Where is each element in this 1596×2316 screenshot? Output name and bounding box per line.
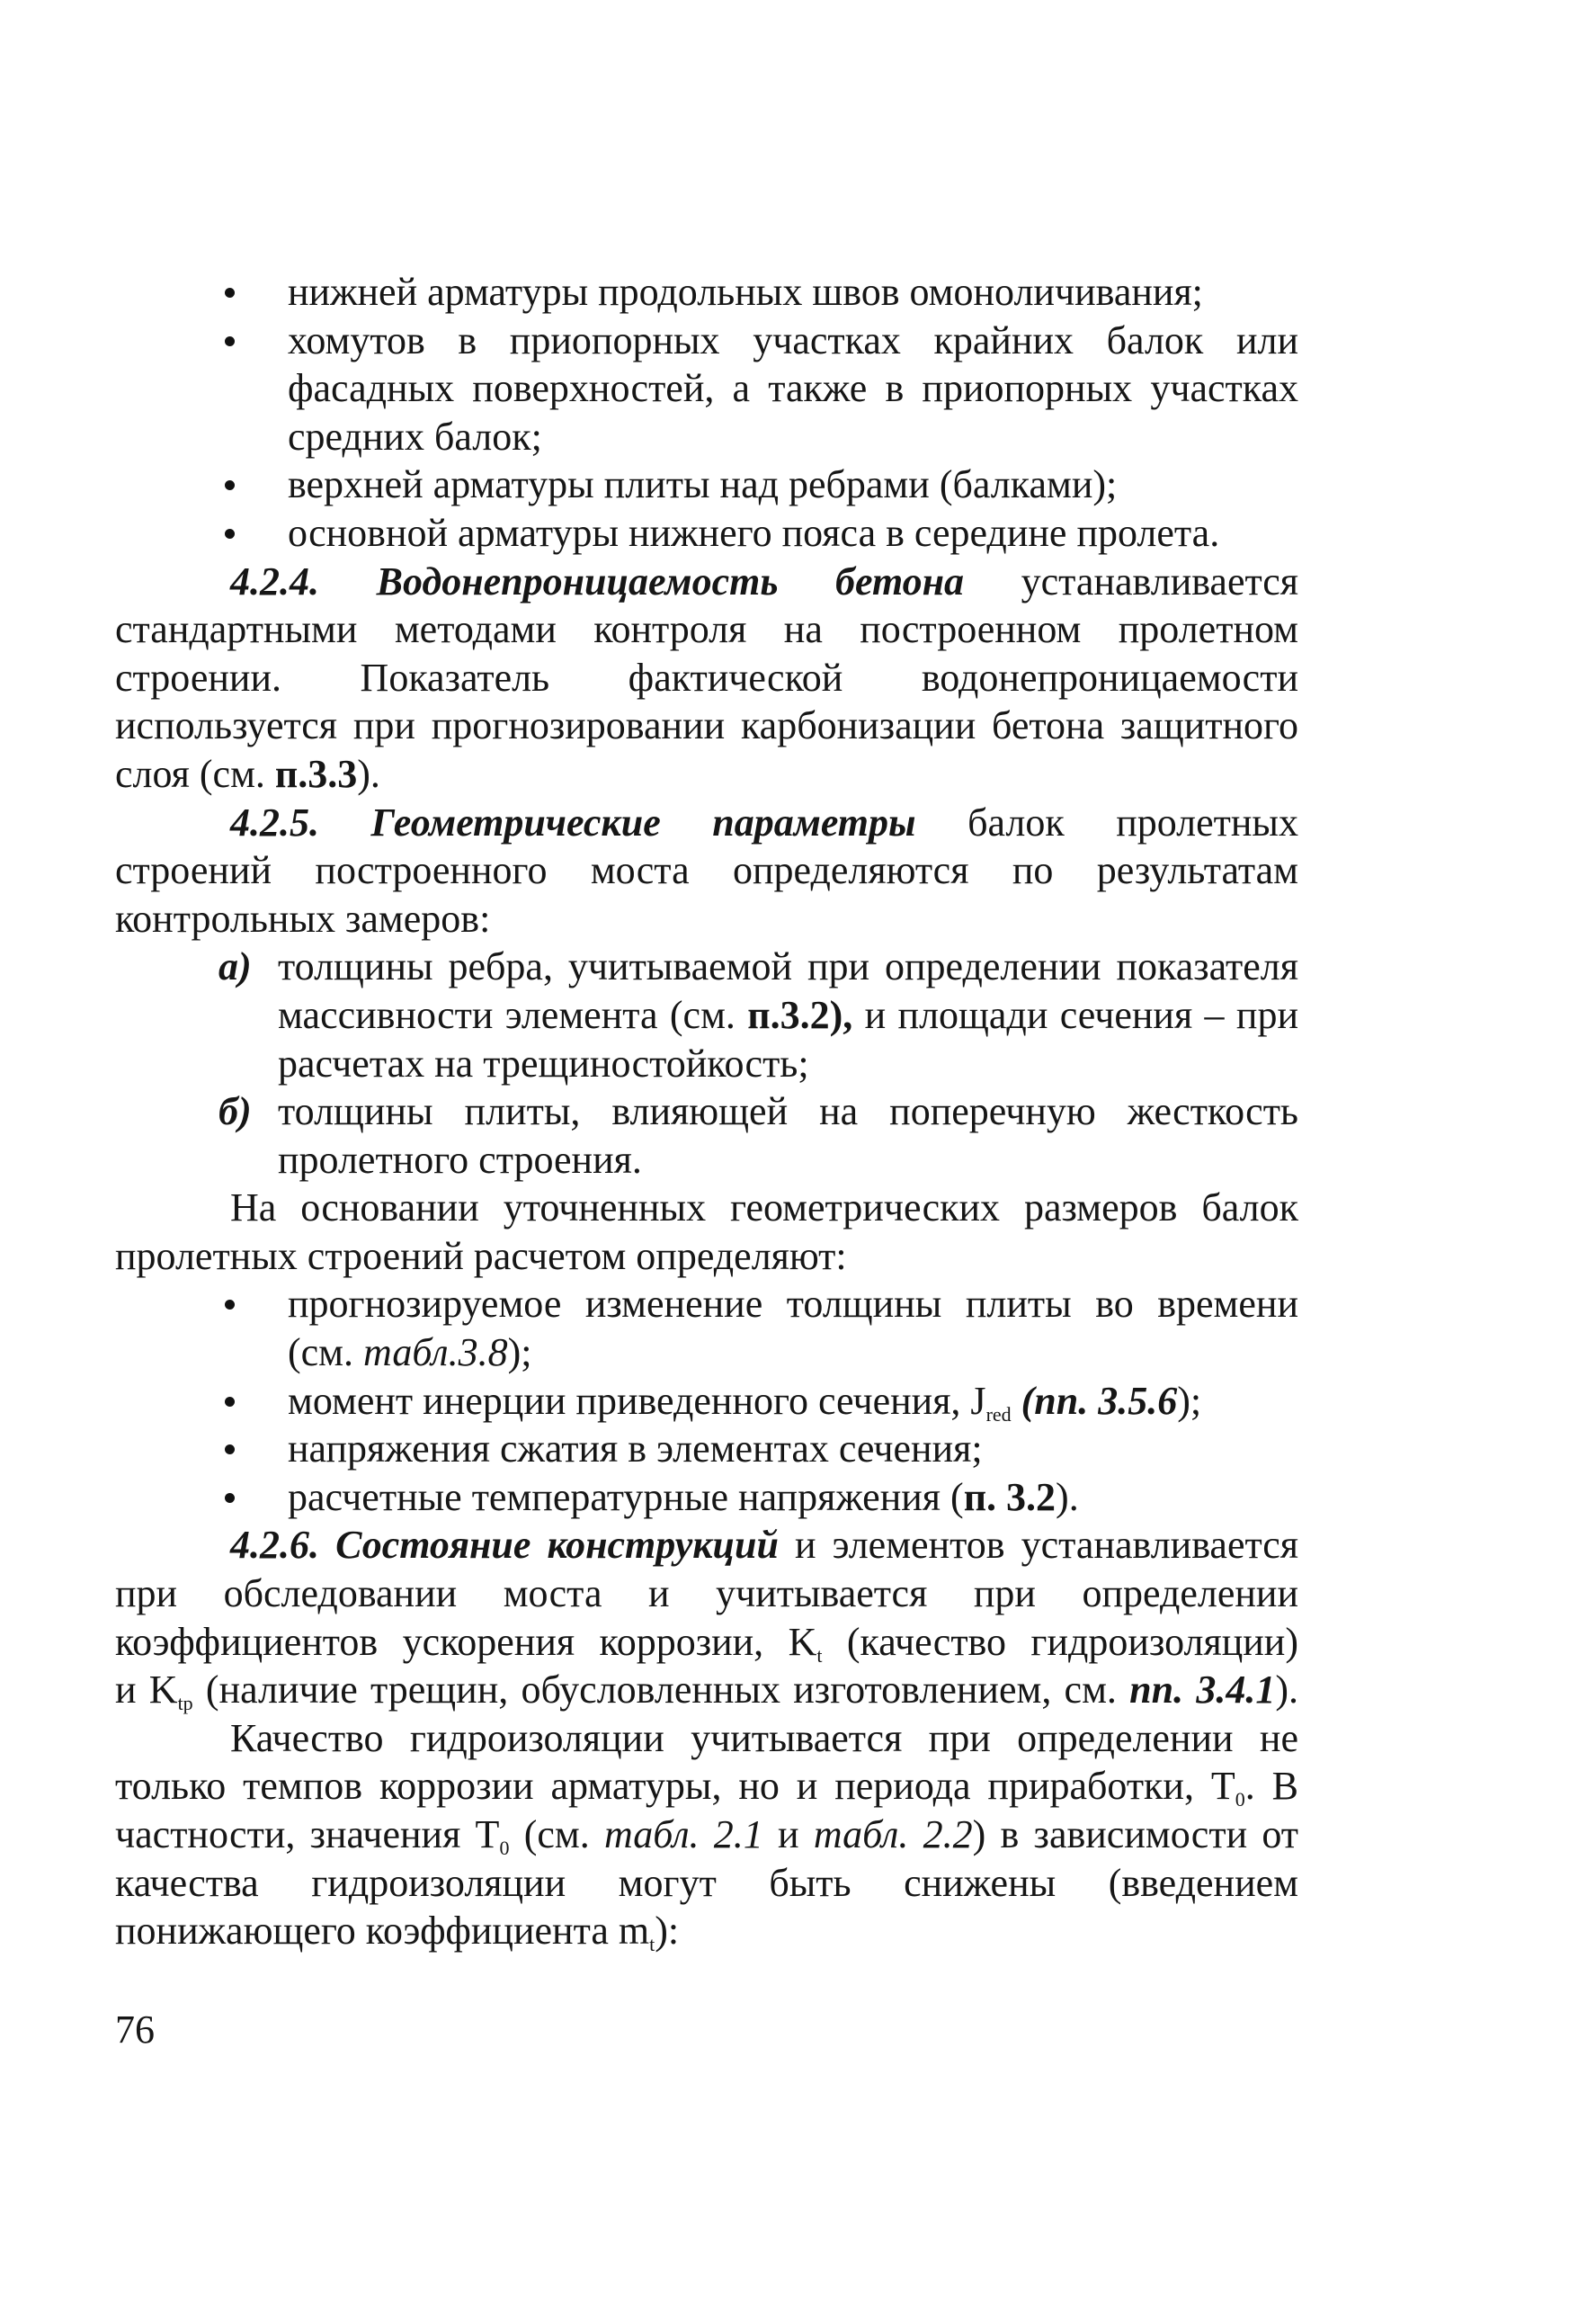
list-item-line [288,1328,1298,1377]
paragraph-line [115,1666,1298,1714]
list-item-line: фасадных поверхностей, а также в приопорных участках [288,366,1298,411]
page-body [115,268,1298,1955]
list-item-a [115,943,1298,1087]
paragraph-text: коэффициентов ускорения коррозии, K [115,1619,817,1664]
cross-reference: табл. 2.2 [813,1812,973,1856]
list-item [115,509,1298,558]
list-marker: а) [218,944,252,989]
paragraph-line [115,799,1298,847]
paragraph-text: понижающего коэффициента m [115,1909,650,1954]
paragraph-line: строении. Показатель фактической водонепроницаемости [115,655,1298,700]
list-item-line [278,991,1298,1040]
list-item-text: основной арматуры нижнего пояса в середине пролета. [288,510,1220,555]
list-item-line: толщины плиты, влияющей на поперечную жесткость [278,1089,1298,1134]
list-item-text: нижней арматуры продольных швов омоноличивания; [288,270,1203,314]
list-item-text: верхней арматуры плиты над ребрами (балками); [288,462,1118,507]
list-item-text: напряжения сжатия в элементах сечения; [288,1426,983,1471]
paragraph-text: ); [507,1330,532,1375]
list-marker: б) [218,1089,252,1134]
paragraph-kachestvo [115,1714,1298,1955]
paragraph-text: (наличие трещин, обусловленных изготовлением, см. [192,1668,1130,1712]
paragraph-text: частности, значения T [115,1812,500,1856]
paragraph-text: и [762,1812,814,1856]
bullet-icon [225,1397,235,1407]
paragraph-line [115,1907,1298,1955]
section-heading: Водонепроницаемость бетона [376,559,965,604]
paragraph-text: и элементов устанавливается [778,1523,1299,1568]
page-number: 76 [115,2007,155,2052]
paragraph-text: ). [1056,1474,1079,1519]
cross-reference: табл.3.8 [363,1330,508,1375]
cross-reference: п. 3.2 [963,1474,1057,1519]
bullet-icon [225,336,235,346]
subscript: 0 [499,1837,510,1859]
cross-reference: (пп. 3.5.6 [1011,1378,1178,1423]
subscript: tp [177,1692,193,1715]
paragraph-text: и K [115,1668,178,1712]
list-item-line: пролетного строения. [278,1137,642,1182]
bullet-icon [225,1300,235,1310]
paragraph-text: момент инерции приведенного сечения, J [288,1378,986,1423]
paragraph-text: (см. [288,1330,364,1375]
paragraph-line [115,1521,1298,1569]
bullet-icon [225,480,235,490]
paragraph-line: контрольных замеров: [115,896,491,941]
paragraph-line [115,750,1298,799]
list-item-line: толщины ребра, учитываемой при определении показателя [278,944,1298,989]
paragraph-text: расчетные температурные напряжения ( [288,1474,964,1519]
list-item [115,1280,1298,1376]
list-item [115,461,1298,509]
paragraph-text: (см. [509,1812,604,1856]
list-item [115,1473,1298,1522]
subscript: 0 [1235,1788,1245,1811]
list-item-line: расчетах на трещиностойкость; [278,1041,809,1086]
section-4-2-4 [115,558,1298,799]
cross-reference: табл. 2.1 [603,1812,763,1856]
paragraph-text: слоя (см. [115,751,275,796]
bullet-icon [225,1493,235,1503]
section-number: 4.2.6. [230,1523,319,1568]
paragraph-text: ). [357,751,380,796]
list-item-b [115,1087,1298,1184]
cross-reference: п.3.2), [747,992,865,1037]
section-heading: Геометрические параметры [370,800,916,845]
bullet-icon [225,288,235,298]
paragraph-text: балок пролетных [967,800,1298,845]
subscript: red [985,1402,1012,1426]
list-item [115,268,1298,317]
list-item [115,317,1298,461]
paragraph-text: . В [1244,1764,1298,1809]
cross-reference: п.3.3 [274,751,358,796]
paragraph-line: при обследовании моста и учитывается при определении [115,1571,1298,1616]
list-item-line: прогнозируемое изменение толщины плиты во времени [288,1282,1298,1327]
cross-reference: пп. 3.4.1 [1129,1668,1276,1712]
bullet-icon [225,529,235,539]
list-item-line: хомутов в приопорных участках крайних балок или [288,317,1298,362]
paragraph-na-osnovanii [115,1184,1298,1280]
section-number: 4.2.5. [230,800,319,845]
paragraph-text: ); [1177,1378,1202,1423]
paragraph-line [115,1762,1298,1811]
paragraph-line: используется при прогнозировании карбонизации бетона защитного [115,703,1298,748]
section-4-2-6 [115,1521,1298,1713]
bullet-icon [225,1444,235,1454]
paragraph-line: Качество гидроизоляции учитывается при определении не [230,1715,1298,1760]
paragraph-text: (качество гидроизоляции) [822,1619,1298,1664]
paragraph-text: ). [1275,1668,1298,1712]
paragraph-line: стандартными методами контроля на построенном пролетном [115,607,1298,652]
section-number: 4.2.4. [230,559,319,604]
section-heading: Состояние конструкций [335,1523,779,1568]
paragraph-line: строений построенного моста определяются по результатам [115,848,1298,893]
paragraph-text: ): [655,1909,680,1954]
paragraph-text: ) в зависимости от [972,1812,1299,1856]
paragraph-text: только темпов коррозии арматуры, но и периода приработки, T [115,1764,1235,1809]
paragraph-text: массивности элемента (см. [278,992,748,1037]
paragraph-line [115,1811,1298,1859]
paragraph-line: пролетных строений расчетом определяют: [115,1233,847,1278]
paragraph-text: устанавливается [1021,559,1299,604]
paragraph-line: На основании уточненных геометрических размеров балок [230,1185,1298,1230]
paragraph-line: качества гидроизоляции могут быть снижены (введением [115,1860,1298,1905]
list-item-line: средних балок; [288,414,542,459]
subscript: t [649,1933,655,1956]
list-item [115,1377,1298,1426]
paragraph-line [115,558,1298,606]
paragraph-text: и площади сечения – при [864,992,1298,1037]
list-item [115,1425,1298,1473]
section-4-2-5 [115,799,1298,1185]
paragraph-line [115,1618,1298,1667]
subscript: t [816,1643,823,1667]
